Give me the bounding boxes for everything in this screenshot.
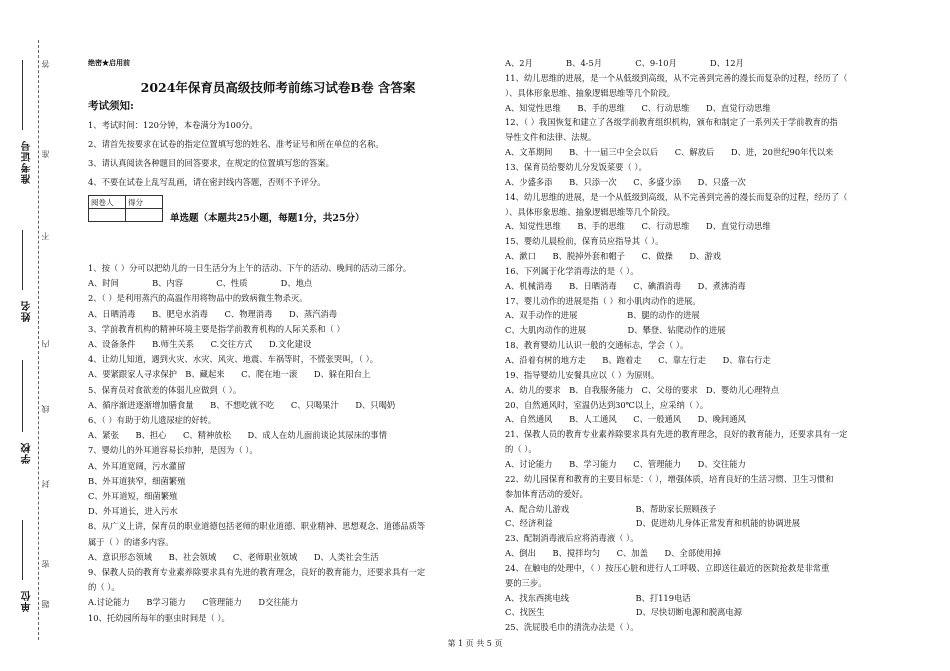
score-table	[88, 195, 163, 222]
question-line: A、倒出 B、搅拌均匀 C、加盖 D、全部使用掉	[505, 548, 721, 559]
question-line: A、找东西挑电线 B、打119电话	[505, 592, 691, 603]
question-line: A、设备条件 B.师生关系 C.交往方式 D.文化建设	[88, 339, 312, 349]
question-line: 21、保教人员的教育专业素养除要求具有先进的教育理念，良好的教育能力，还要求具有一定	[505, 429, 848, 440]
question-line: A、机械消毒 B、日晒消毒 C、碘酒消毒 D、煮沸消毒	[505, 280, 746, 291]
question-line: 的（ ）。	[88, 582, 120, 593]
question-line: 3、学前教育机构的精神环境主要是指学前教育机构的人际关系和（ ）	[88, 323, 345, 334]
margin-label-name: 姓名	[22, 300, 33, 322]
question-line: 14、幼儿思维的进展，是一个从低级到高级，从不完善到完善的漫长而复杂的过程，经历了（	[505, 191, 848, 202]
margin-label-exam-number: 准考证号	[22, 140, 33, 184]
seal-mark: 内	[41, 340, 50, 348]
question-line: 20、自然通风时，室温仍达到30℃以上，应采纳（ ）。	[505, 399, 709, 410]
question-line: A、要紧跟家人寻求保护 B、藏起来 C、爬在地一滚 D、躲在阳台上	[88, 369, 371, 380]
seal-mark: 不	[41, 232, 50, 240]
question-line: C、外耳道短，细菌繁殖	[88, 491, 178, 501]
question-line: 24、在触电的处理中，（ ）按压心脏和进行人工呼吸、立即送往最近的医院抢救是非常重	[505, 562, 830, 573]
question-line: A、日晒消毒 B、肥皂水消毒 C、物理消毒 D、蒸汽消毒	[88, 308, 338, 319]
question-line: A、外耳道宽阔，污水灌留	[88, 460, 186, 471]
question-line: 7、婴幼儿的外耳道容易长疖肿，是因为（ ）。	[88, 445, 258, 456]
question-line: 25、洗屁股毛巾的清洗办法是（ ）。	[505, 622, 639, 633]
question-line: 9、保教人员的教育专业素养除要求具有先进的教育理念，良好的教育能力，还要求具有一定	[88, 567, 426, 577]
question-line: C、大肌肉动作的进展 D、攀登、钻爬动作的进展	[505, 325, 726, 336]
question-line: A、自然通风 B、人工通风 C、一般通风 D、晚间通风	[505, 414, 746, 425]
seal-mark: 线	[41, 405, 50, 413]
question-line: A、紧张 B、担心 C、精神放松 D、成人在幼儿面前谈论其尿床的事情	[88, 430, 387, 441]
question-line: 5、保育员对食欲差的体弱儿应做到（ ）。	[88, 384, 242, 395]
school-blank	[22, 360, 23, 432]
question-line: 11、幼儿思维的进展，是一个从低级到高级，从不完善到完善的漫长而复杂的过程，经历了（	[505, 72, 848, 83]
reviewer-header: 阅卷人	[89, 196, 126, 209]
question-line: A、双手动作的进展 B、腿的动作的进展	[505, 310, 700, 321]
unit-blank	[22, 520, 23, 580]
question-line: C、经济利益 D、促进幼儿身体正常发育和机能的协调进展	[505, 518, 801, 529]
margin-label-unit: 单位	[22, 590, 33, 612]
question-line: 23、配制消毒液后应将消毒液（ ）。	[505, 533, 639, 544]
question-line: C、找医生 D、尽快切断电源和脱离电源	[505, 607, 743, 618]
question-line: 的（ ）。	[505, 444, 537, 455]
question-line: A、知觉性思维 B、手的思维 C、行动思维 D、直觉行动思维	[505, 221, 771, 232]
question-line: A、讨论能力 B、学习能力 C、管理能力 D、交往能力	[505, 458, 746, 469]
question-line: 16、下列属于化学消毒法的是（ ）。	[505, 265, 639, 276]
section-title: 单选题（本题共25小题，每题1分，共25分）	[170, 213, 365, 224]
score-cell[interactable]	[126, 209, 163, 222]
seal-mark: 题	[41, 600, 50, 608]
question-line: 参加体育活动的爱好。	[505, 488, 588, 499]
question-line: A、配合幼儿游戏 B、帮助家长照顾孩子	[505, 503, 717, 514]
question-line: A、意识形态领域 B、社会领域 C、老师职业领域 D、人类社会生活	[88, 551, 379, 562]
seal-dashed-line	[38, 40, 39, 640]
question-line: A、幼儿的要求 B、自我服务能力 C、父母的要求 D、婴幼儿心理特点	[505, 384, 779, 395]
question-line: 导性文件和法律、法规。	[505, 132, 597, 143]
question-line: 属于（ ）的诸多内容。	[88, 536, 174, 547]
notice-item: 4、不要在试卷上乱写乱画，请在密封线内答题，否则不予评分。	[88, 177, 326, 187]
question-line: ）、具体形象思维、抽象逻辑思维等几个阶段。	[505, 87, 676, 98]
seal-mark: 封	[41, 480, 50, 488]
seal-mark: 准	[41, 150, 50, 158]
exam-number-blank	[22, 60, 23, 130]
margin-label-school: 学校	[22, 442, 33, 464]
notice-item: 1、考试时间：120分钟，本卷满分为100分。	[88, 120, 258, 130]
score-header: 得分	[126, 196, 163, 209]
question-line: 10、托幼园所每年的驱虫时间是（ ）。	[88, 612, 230, 623]
page-footer: 第 1 页 共 5 页	[447, 639, 503, 648]
question-line: 8、从广义上讲，保育员的职业道德包括老师的职业道德、职业精神、思想观念、道德品质等	[88, 521, 426, 532]
notice-heading: 考试须知:	[88, 100, 134, 112]
question-line: A、时间 B、内容 C、性质 D、地点	[88, 278, 313, 289]
question-line: 1、按（ ）分可以把幼儿的一日生活分为上午的活动、下午的活动、晚间的活动三部分。	[88, 263, 412, 273]
question-line: B、外耳道狭窄，细菌繁殖	[88, 475, 186, 486]
question-line: 13、保育员给婴幼儿分发饭菜要（ ）。	[505, 161, 647, 172]
question-line: 15、婴幼儿晨检前，保育员应指导其（ ）。	[505, 236, 664, 247]
notice-item: 2、请首先按要求在试卷的指定位置填写您的姓名、准考证号和所在单位的名称。	[88, 139, 384, 149]
question-line: 4、让幼儿知道，遇到火灾、水灾、风灾、地震、车祸等时，不慌张哭叫，（ ）。	[88, 354, 379, 365]
question-line: 要的三步。	[505, 577, 547, 588]
secret-mark: 绝密★启用前	[88, 58, 130, 67]
question-line: A、漱口 B、脱掉外套和帽子 C、做操 D、游戏	[505, 251, 721, 262]
question-line: 19、指导婴幼儿安餐具应以（ ）为原则。	[505, 369, 660, 380]
question-line: 2、（ ）是利用蒸汽的高温作用将物品中的致病微生物杀灭。	[88, 293, 308, 304]
question-line: A、沿着有树的地方走 B、跑着走 C、靠左行走 D、靠右行走	[505, 355, 771, 365]
reviewer-cell[interactable]	[89, 209, 126, 222]
question-line: A.讨论能力 B学习能力 C管理能力 D交往能力	[88, 597, 299, 608]
question-line: A、2月 B、4-5月 C、9-10月 D、12月	[505, 58, 744, 68]
question-line: 17、婴儿动作的进展是指（ ）和小肌肉动作的进展。	[505, 295, 701, 306]
question-line: 12、（ ）我国恢复和建立了各级学前教育组织机构，颁布和制定了一系列关于学前教育的指	[505, 117, 838, 128]
question-line: D、外耳道长，进入污水	[88, 506, 178, 517]
question-line: 22、幼儿园保育和教育的主要目标是：（ ），增强体质，培育良好的生活习惯、卫生习惯和	[505, 473, 834, 484]
seal-mark: 密	[41, 560, 50, 568]
question-line: A、文革期间 B、十一届三中全会以后 C、解放后 D、进，20世纪90年代以来	[505, 147, 834, 158]
question-line: A、知觉性思维 B、手的思维 C、行动思维 D、直觉行动思维	[505, 102, 771, 113]
question-line: A、循序渐进逐渐增加膳食量 B、不想吃就不吃 C、只喝果汁 D、只喝奶	[88, 399, 396, 410]
question-line: A、少盛多添 B、只添一次 C、多盛少添 D、只盛一次	[505, 176, 746, 187]
notice-item: 3、请认真阅读各种题目的回答要求，在规定的位置填写您的答案。	[88, 158, 334, 168]
question-line: 6、（ ）有助于幼儿遗尿症的好转。	[88, 415, 217, 425]
question-line: ）、具体形象思维、抽象逻辑思维等几个阶段。	[505, 206, 676, 217]
name-blank	[22, 230, 23, 290]
question-line: 18、教育婴幼儿认识一般的交通标志，学会（ ）。	[505, 340, 689, 351]
page-title: 2024年保育员高级技师考前练习试卷B卷 含答案	[140, 80, 416, 95]
seal-mark: 答	[41, 60, 50, 68]
